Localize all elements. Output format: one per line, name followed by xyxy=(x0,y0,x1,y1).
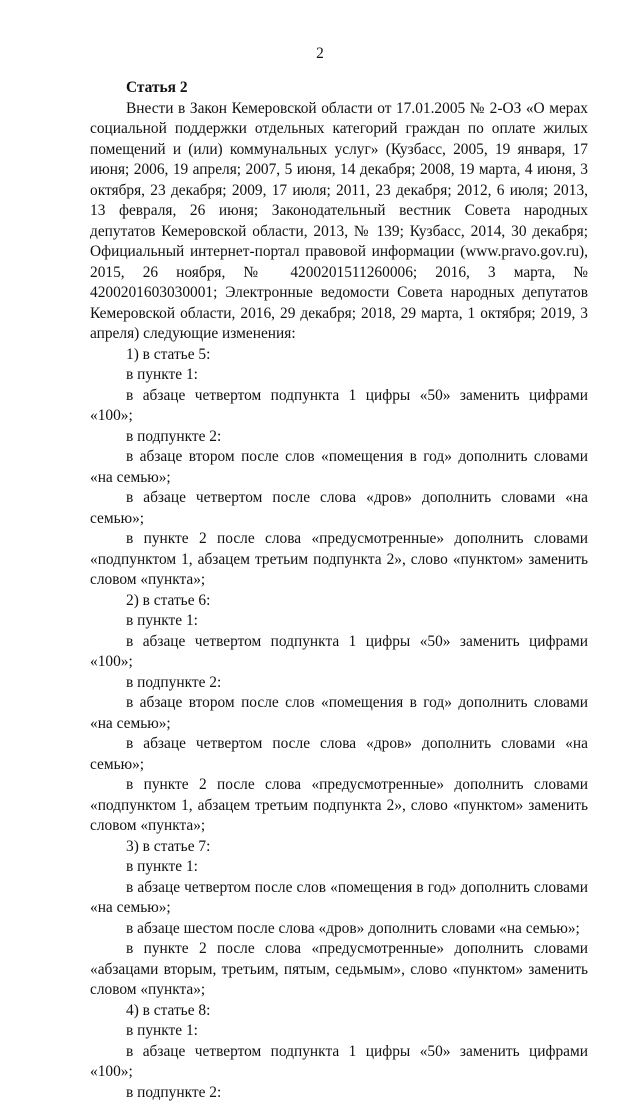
item-2-clause-2-change: в пункте 2 после слова «предусмотренные» дополнить словами «подпунктом 1, абзацем третьим подпункта 2», слово «пунктом» заменить словом «пункта»; xyxy=(90,775,588,837)
item-2-subclause-2-change-b: в абзаце четвертом после слова «дров» дополнить словами «на семью»; xyxy=(90,734,588,775)
item-3-clause-1-change-a: в абзаце четвертом после слов «помещения в год» дополнить словами «на семью»; xyxy=(90,878,588,919)
item-3-title: 3) в статье 7: xyxy=(90,837,588,858)
item-1-title: 1) в статье 5: xyxy=(90,345,588,366)
item-1-clause-1-change: в абзаце четвертом подпункта 1 цифры «50» заменить цифрами «100»; xyxy=(90,386,588,427)
item-4-clause-1-change: в абзаце четвертом подпункта 1 цифры «50» заменить цифрами «100»; xyxy=(90,1042,588,1083)
item-2-clause-1-change: в абзаце четвертом подпункта 1 цифры «50» заменить цифрами «100»; xyxy=(90,632,588,673)
item-1-subclause-2: в подпункте 2: xyxy=(90,427,588,448)
document-body xyxy=(90,78,588,1103)
item-1-subclause-2-change-a: в абзаце втором после слов «помещения в год» дополнить словами «на семью»; xyxy=(90,447,588,488)
item-2-title: 2) в статье 6: xyxy=(90,591,588,612)
item-1-subclause-2-change-b: в абзаце четвертом после слова «дров» дополнить словами «на семью»; xyxy=(90,488,588,529)
item-3-clause-1-change-b: в абзаце шестом после слова «дров» дополнить словами «на семью»; xyxy=(90,919,588,940)
item-2-subclause-2-change-a: в абзаце втором после слов «помещения в год» дополнить словами «на семью»; xyxy=(90,693,588,734)
item-4-subclause-2: в подпункте 2: xyxy=(90,1083,588,1103)
page-number: 2 xyxy=(0,44,640,65)
article-heading: Статья 2 xyxy=(90,78,588,99)
item-2-clause-1: в пункте 1: xyxy=(90,611,588,632)
item-3-clause-2-change: в пункте 2 после слова «предусмотренные» дополнить словами «абзацами вторым, третьим, пятым, седьмым», слово «пунктом» заменить словом «пункта»; xyxy=(90,939,588,1001)
item-4-title: 4) в статье 8: xyxy=(90,1001,588,1022)
item-3-clause-1: в пункте 1: xyxy=(90,857,588,878)
item-1-clause-1: в пункте 1: xyxy=(90,365,588,386)
item-4-clause-1: в пункте 1: xyxy=(90,1021,588,1042)
item-2-subclause-2: в подпункте 2: xyxy=(90,673,588,694)
item-1-clause-2-change: в пункте 2 после слова «предусмотренные» дополнить словами «подпунктом 1, абзацем третьим подпункта 2», слово «пунктом» заменить словом «пункта»; xyxy=(90,529,588,591)
intro-paragraph: Внести в Закон Кемеровской области от 17.01.2005 № 2-ОЗ «О мерах социальной поддержки отдельных категорий граждан по оплате жилых помещений и (или) коммунальных услуг» (Кузбасс, 2005, 19 января, 17 июня; 2006, 19 апреля; 2007, 5 июня, 14 декабря; 2008, 19 марта, 4 июня, 3 октября, 23 декабря; 2009, 17 июля; 2011, 23 декабря; 2012, 6 июля; 2013, 13 февраля, 26 июня; Законодательный вестник Совета народных депутатов Кемеровской области, 2013, № 139; Кузбасс, 2014, 30 декабря; Официальный интернет-портал правовой информации (www.pravo.gov.ru), 2015, 26 ноября, № 4200201511260006; 2016, 3 марта, № 4200201603030001; Электронные ведомости Совета народных депутатов Кемеровской области, 2016, 29 декабря; 2018, 29 марта, 1 октября; 2019, 3 апреля) следующие изменения: xyxy=(90,99,588,345)
